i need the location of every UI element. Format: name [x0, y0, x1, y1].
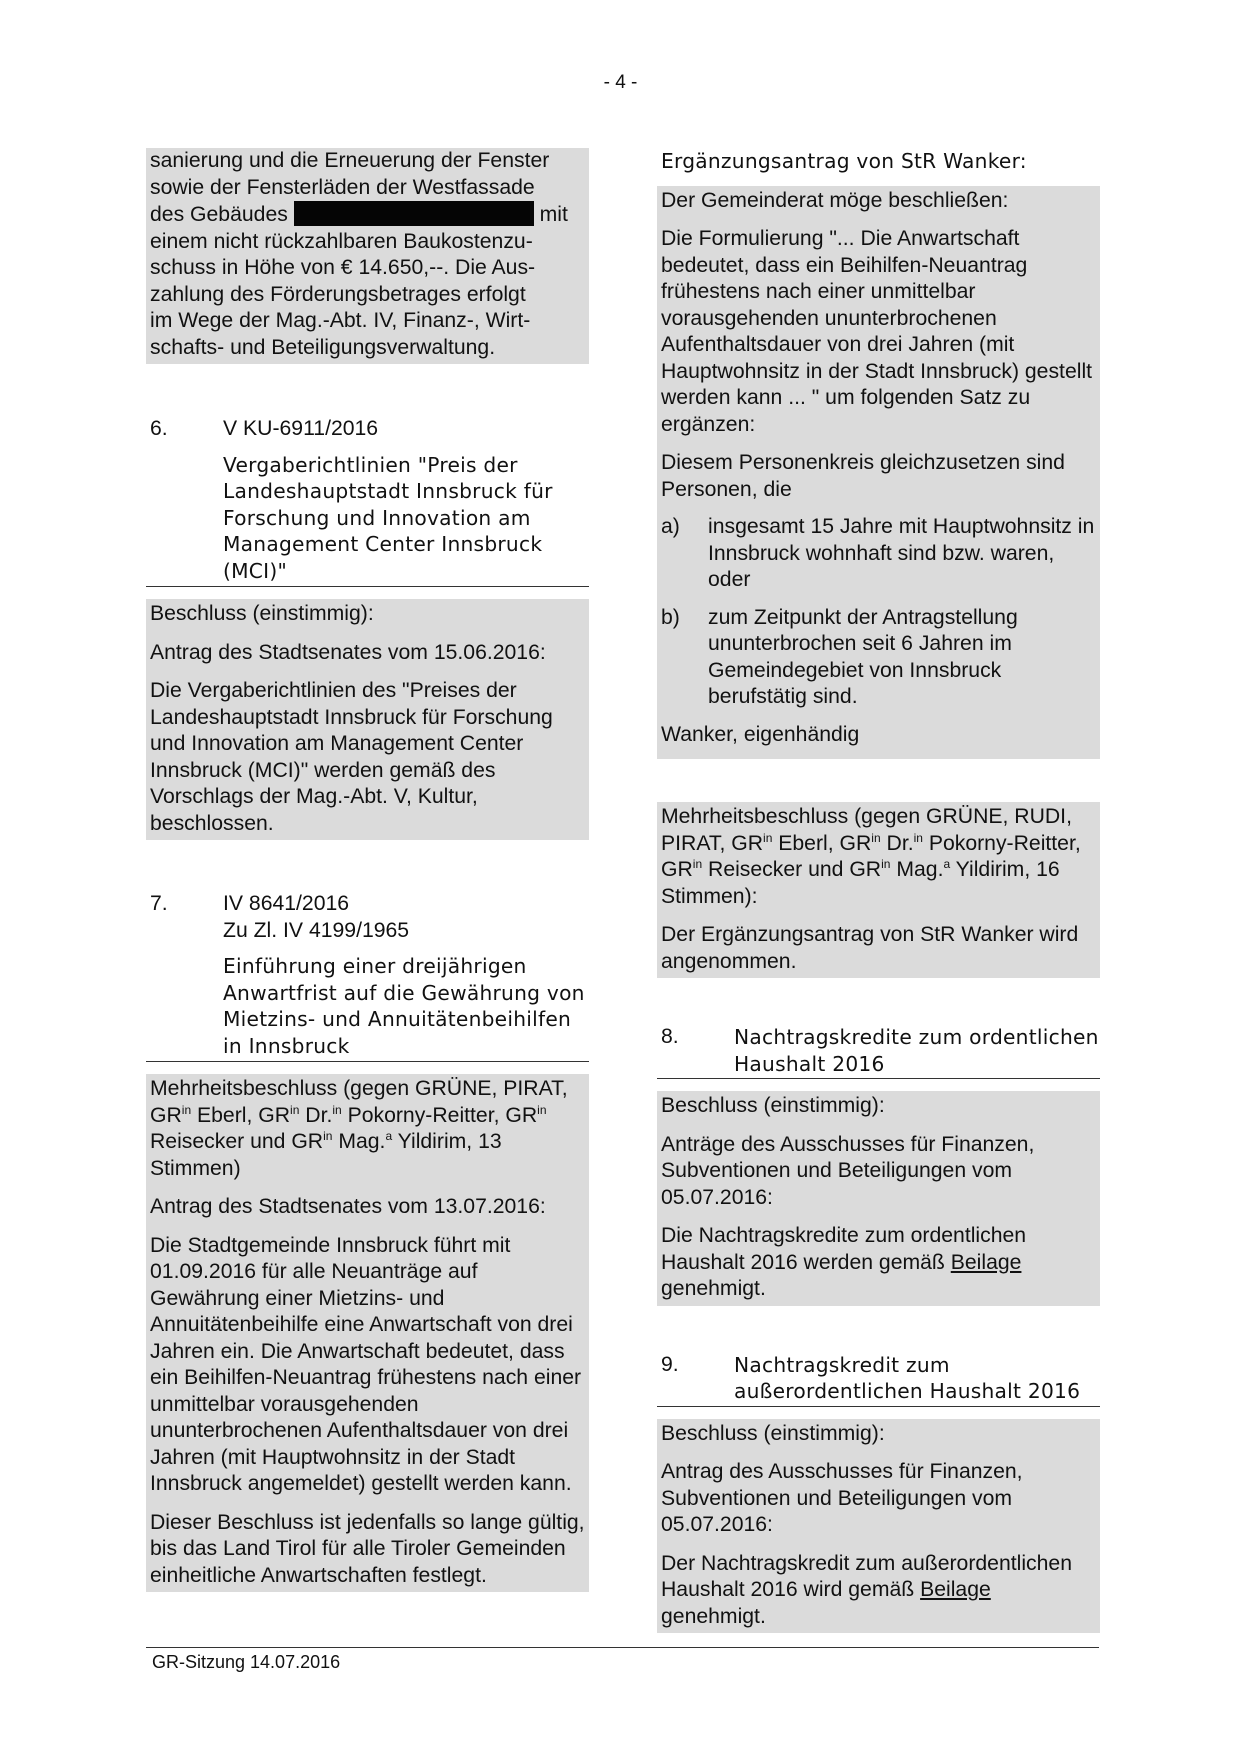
agenda-item-6 [146, 416, 589, 840]
footer-divider [146, 1647, 1099, 1648]
amendment-list-item [661, 605, 1096, 711]
item-9-header [657, 1352, 1100, 1407]
agenda-item-8 [657, 1024, 1100, 1306]
intro-line: sowie der Fensterläden der Westfassade [150, 175, 535, 199]
amendment-list-item [661, 514, 1096, 594]
beilage-link[interactable]: Beilage [950, 1250, 1022, 1274]
decision-text: Die Vergaberichtlinien des "Preises der Landeshauptstadt Innsbruck für Forschung und Innovation am Management Center Innsbruck (MCI)" werden gemäß des Vorschlags der Mag.-Abt. V, Kultur, beschlossen. [150, 679, 553, 835]
intro-building-suffix: mit [539, 203, 568, 226]
amendment-persons: Diesem Personenkreis gleichzusetzen sind Personen, die [661, 451, 1065, 501]
motion-label: Anträge des Ausschusses für Finanzen, Subventionen und Beteiligungen vom 05.07.2016: [661, 1132, 1035, 1209]
beilage-link[interactable]: Beilage [920, 1578, 991, 1601]
item-reference: IV 8641/2016 [223, 892, 350, 915]
agenda-item-9 [657, 1352, 1100, 1634]
amendment-box [657, 186, 1100, 760]
amendment-intro: Der Gemeinderat möge beschließen: [661, 188, 1009, 212]
item-number: 8. [661, 1025, 679, 1048]
decision-label: Beschluss (einstimmig): [661, 1421, 885, 1445]
item-title: Nachtragskredite zum ordentlichen Haushalt 2016 [734, 1025, 1099, 1076]
item-reference-2: Zu Zl. IV 4199/1965 [223, 918, 410, 942]
item-6-header [146, 416, 589, 587]
item-6-decision-box [146, 599, 589, 840]
redacted-address [294, 201, 534, 226]
vote-result: Mehrheitsbeschluss (gegen GRÜNE, RUDI, PIRAT, $GR^{in}$ Eberl, $GR^{in}$ Dr.$^{in}$ Pokorny-Reitter, $GR^{in}$ Reisecker und $GR^{in}$ Mag.$^a$ Yildirim, 16 Stimmen): [661, 805, 1081, 908]
item-number: 6. [150, 417, 168, 440]
motion-label: Antrag des Stadtsenates vom 13.07.2016: [150, 1195, 546, 1218]
item-number: 7. [150, 892, 168, 915]
decision-text-2: Dieser Beschluss ist jedenfalls so lange gültig, bis das Land Tirol für alle Tiroler Gemeinden einheitliche Anwartschaften festlegt. [150, 1510, 585, 1587]
list-label: b) [661, 605, 680, 629]
list-text: insgesamt 15 Jahre mit Hauptwohnsitz in Innsbruck wohnhaft sind bzw. waren, oder [708, 515, 1095, 591]
vote-outcome: Der Ergänzungsantrag von StR Wanker wird angenommen. [661, 923, 1079, 973]
item-8-decision-box [657, 1091, 1100, 1306]
item-7-decision-box [146, 1074, 589, 1592]
decision-label: Beschluss (einstimmig): [150, 602, 374, 625]
item-9-decision-box [657, 1419, 1100, 1634]
intro-paragraph [146, 148, 589, 364]
item-7-header [146, 891, 589, 1062]
intro-line: im Wege der Mag.-Abt. IV, Finanz-, Wirt- [150, 309, 531, 332]
decision-text: Der Nachtragskredit zum außerordentlichen Haushalt 2016 wird gemäß Beilage genehmigt. [661, 1551, 1072, 1628]
intro-building-prefix: des Gebäudes [150, 203, 288, 226]
amendment-vote-box [657, 802, 1100, 978]
item-title: Vergaberichtlinien "Preis der Landeshauptstadt Innsbruck für Forschung und Innovation am Management Center Innsbruck (MCI)" [223, 452, 553, 583]
amendment-signature: Wanker, eigenhändig [661, 722, 860, 746]
page-number: - 4 - [603, 72, 638, 93]
item-title: Nachtragskredit zum außerordentlichen Haushalt 2016 [734, 1352, 1081, 1403]
footer-session-date: GR-Sitzung 14.07.2016 [152, 1652, 341, 1672]
item-8-header [657, 1024, 1100, 1079]
intro-line: sanierung und die Erneuerung der Fenster [150, 149, 550, 172]
item-title: Einführung einer dreijährigen Anwartfrist auf die Gewährung von Mietzins- und Annuitätenbeihilfen in Innsbruck [223, 954, 585, 1058]
vote-result: Mehrheitsbeschluss (gegen GRÜNE, PIRAT, $GR^{in}$ Eberl, $GR^{in}$ Dr.$^{in}$ Pokorny-Reitter, $GR^{in}$ Reisecker und $GR^{in}$ Mag.$^a$ Yildirim, 13 Stimmen) [150, 1077, 568, 1180]
intro-line: schafts- und Beteiligungsverwaltung. [150, 335, 496, 359]
intro-line: zahlung des Förderungsbetrages erfolgt [150, 282, 526, 306]
motion-label: Antrag des Stadtsenates vom 15.06.2016: [150, 640, 546, 664]
intro-line: schuss in Höhe von € 14.650,--. Die Aus- [150, 256, 536, 279]
agenda-item-7 [146, 891, 589, 1592]
right-column [657, 148, 1100, 1633]
item-number: 9. [661, 1352, 679, 1376]
amendment-title: Ergänzungsantrag von StR Wanker: [661, 149, 1027, 173]
list-label: a) [661, 515, 680, 538]
intro-line: einem nicht rückzahlbaren Baukostenzu- [150, 229, 533, 253]
decision-text: Die Nachtragskredite zum ordentlichen Haushalt 2016 werden gemäß Beilage genehmigt. [661, 1224, 1027, 1300]
item-reference: V KU-6911/2016 [223, 417, 379, 440]
decision-label: Beschluss (einstimmig): [661, 1094, 885, 1117]
left-column [146, 148, 589, 1592]
motion-label: Antrag des Ausschusses für Finanzen, Subventionen und Beteiligungen vom 05.07.2016: [661, 1460, 1023, 1536]
list-text: zum Zeitpunkt der Antragstellung ununterbrochen seit 6 Jahren im Gemeindegebiet von Innsbruck berufstätig sind. [708, 605, 1018, 708]
amendment-text: Die Formulierung "... Die Anwartschaft bedeutet, dass ein Beihilfen-Neuantrag frühestens nach einer unmittelbar vorausgehenden ununterbrochenen Aufenthaltsdauer von drei Jahren (mit Hauptwohnsitz in der Stadt Innsbruck) gestellt werden kann ... " um folgenden Satz zu ergänzen: [661, 227, 1093, 436]
decision-text: Die Stadtgemeinde Innsbruck führt mit 01.09.2016 für alle Neuanträge auf Gewährung einer Mietzins- und Annuitätenbeihilfe eine Anwartschaft von drei Jahren ein. Die Anwartschaft bedeutet, dass ein Beihilfen-Neuantrag frühestens nach einer unmittelbar vorausgehenden ununterbrochenen Aufenthaltsdauer von drei Jahren (mit Hauptwohnsitz in der Stadt Innsbruck angemeldet) gestellt werden kann. [150, 1233, 582, 1495]
